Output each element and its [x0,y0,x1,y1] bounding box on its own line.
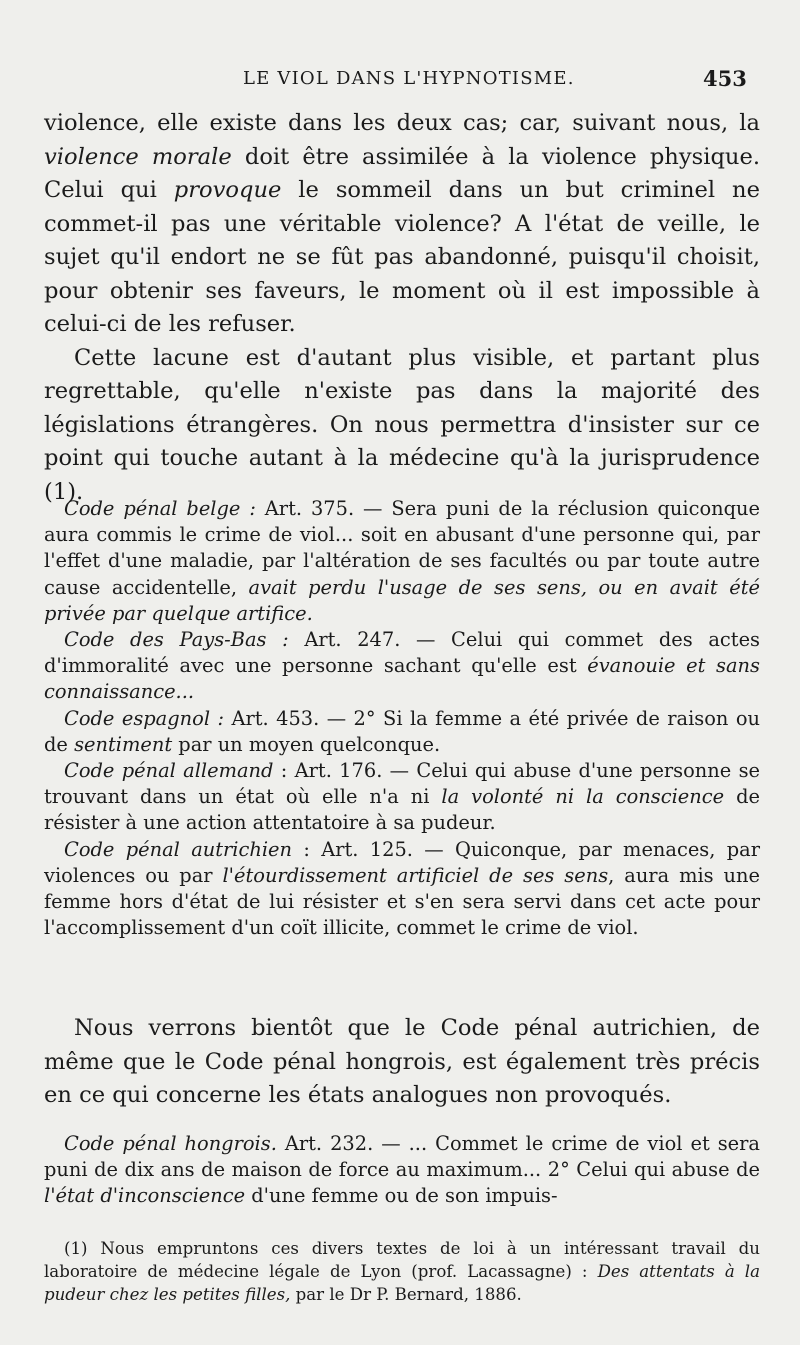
footnote [44,1237,760,1306]
code-hongrois: Code pénal hongrois. Art. 232. — ... Commet le crime de viol et sera puni de dix ans de maison de force au maximum... 2° Celui qui abuse de l'état d'inconscience d'une femme ou de son impuis- [44,1132,760,1208]
page-header [0,68,800,98]
law-codes [44,496,760,941]
running-title: LE VIOL DANS L'HYPNOTISME. [243,68,575,89]
code-autrichien: Code pénal autrichien : Art. 125. — Quiconque, par menaces, par violences ou par l'étourdissement artificiel de ses sens, aura mis une femme hors d'état de lui résister et s'en sera servi dans cet acte pour l'accomplissement d'un coït illicite, commet le crime de viol. [44,837,760,940]
page-number: 453 [703,66,747,91]
paragraph-2: Cette lacune est d'autant plus visible, et partant plus regrettable, qu'elle n'existe pas dans la majorité des législations étrangères. On nous permettra d'insister sur ce point qui touche autant à la médecine qu'à la jurisprudence (1). [44,344,760,505]
paragraph-1: violence, elle existe dans les deux cas; car, suivant nous, la violence morale doit être assimilée à la violence physique. Celui qui provoque le sommeil dans un but criminel ne commet-il pas une véritable violence? A l'état de veille, le sujet qu'il endort ne se fût pas abandonné, puisqu'il choisit, pour obtenir ses faveurs, le moment où il est impossible à celui-ci de les refuser. [44,110,761,337]
code-espagnol: Code espagnol : Art. 453. — 2° Si la femme a été privée de raison ou de sentiment par un moyen quelconque. [44,706,760,756]
code-allemand: Code pénal allemand : Art. 176. — Celui qui abuse d'une personne se trouvant dans un état où elle n'a ni la volonté ni la conscience de résister à une action attentatoire à sa pudeur. [44,759,761,835]
code-pays-bas: Code des Pays-Bas : Art. 247. — Celui qui commet des actes d'immoralité avec une personne sachant qu'elle est évanouie et sans connaissance... [44,628,760,704]
code-belge: Code pénal belge : Art. 375. — Sera puni de la réclusion quiconque aura commis le crime de viol... soit en abusant d'une personne qui, par l'effet d'une maladie, par l'altération de ses facultés ou par toute autre cause accidentelle, avait perdu l'usage de ses sens, ou en avait été privée par quelque artifice. [44,497,760,625]
body-text-middle [44,1012,760,1113]
paragraph-3: Nous verrons bientôt que le Code pénal autrichien, de même que le Code pénal hongrois, est également très précis en ce qui concerne les états analogues non provoqués. [44,1015,760,1108]
footnote-1: (1) Nous empruntons ces divers textes de loi à un intéressant travail du laboratoire de médecine légale de Lyon (prof. Lacassagne) : Des attentats à la pudeur chez les petites filles, par le Dr P. Bernard, 1886. [44,1239,760,1304]
code-hongrois-block [44,1131,760,1210]
body-text-top [44,107,760,509]
